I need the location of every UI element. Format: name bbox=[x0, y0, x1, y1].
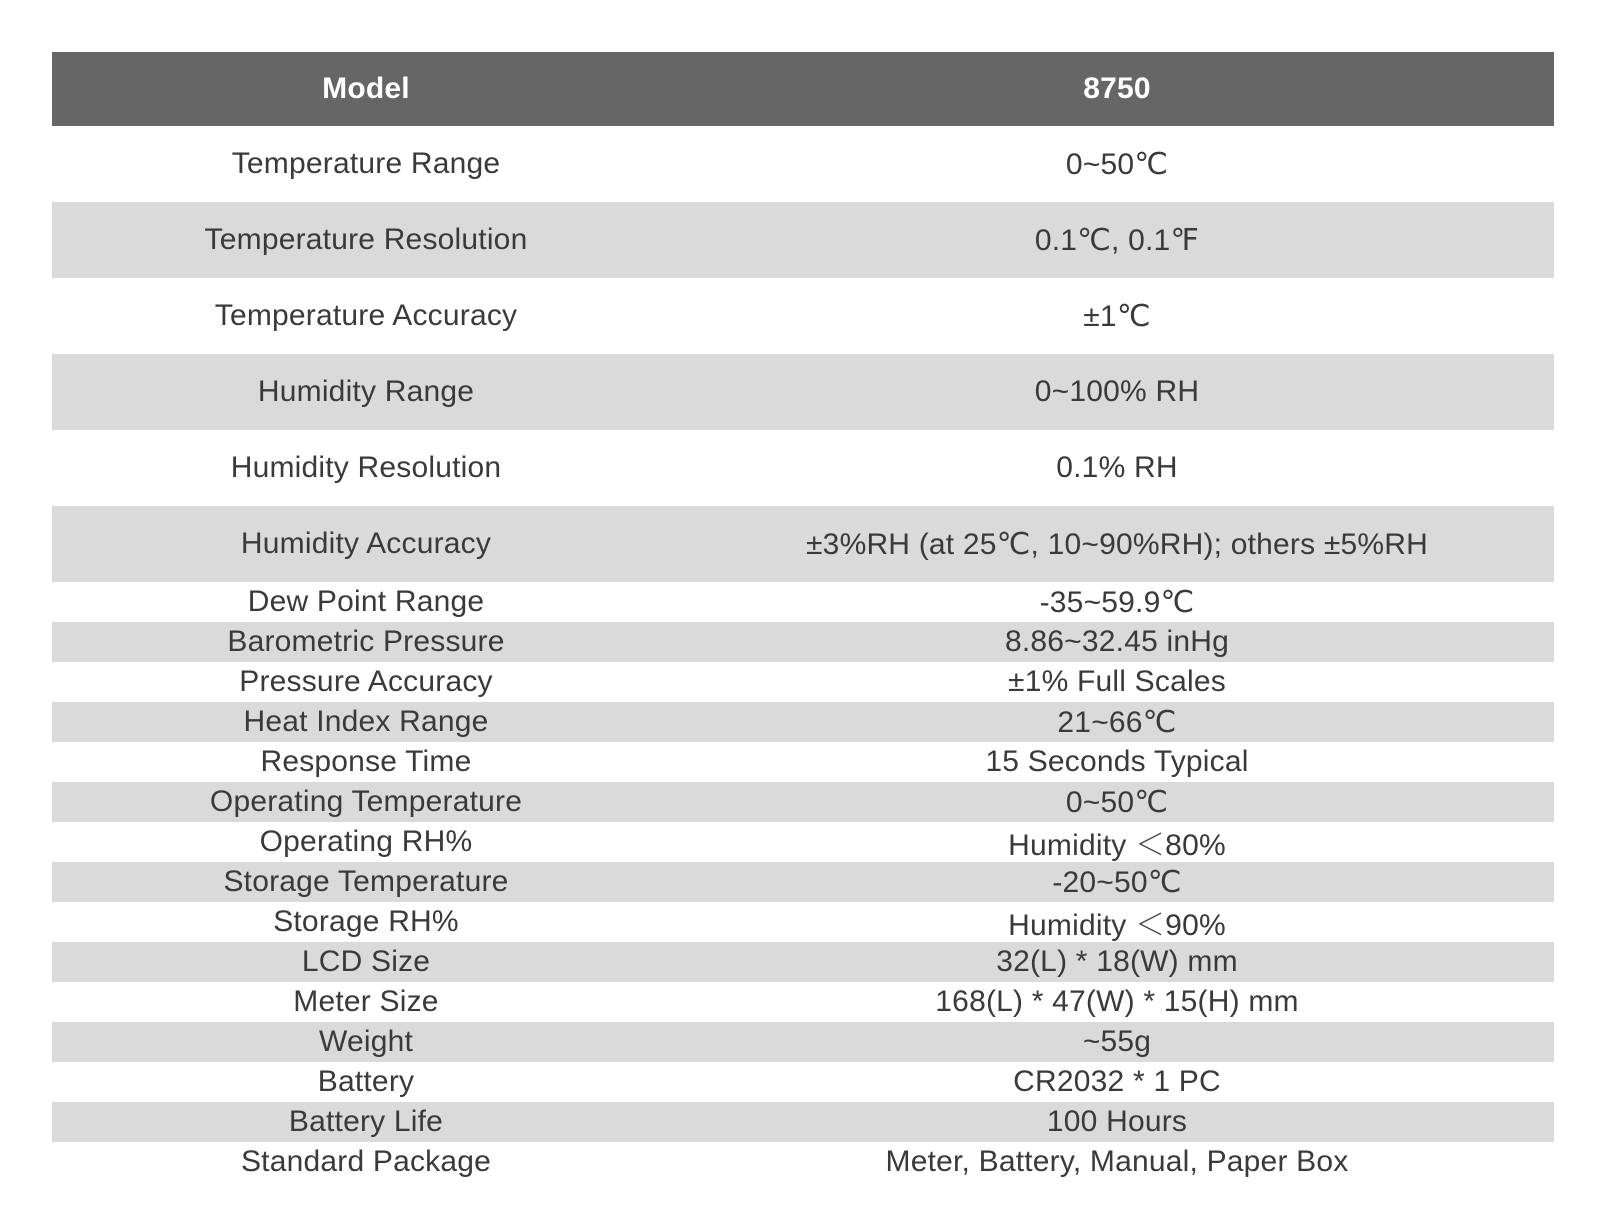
spec-value: 32(L) * 18(W) mm bbox=[996, 945, 1238, 978]
table-row bbox=[52, 278, 1554, 354]
table-row bbox=[52, 622, 1554, 662]
table-row bbox=[52, 1102, 1554, 1142]
spec-name: Response Time bbox=[260, 745, 472, 778]
spec-value: Humidity ＜80% bbox=[1008, 829, 1226, 862]
spec-value: 168(L) * 47(W) * 15(H) mm bbox=[935, 985, 1299, 1018]
spec-name: Pressure Accuracy bbox=[239, 665, 493, 698]
spec-name: Storage Temperature bbox=[223, 865, 509, 898]
spec-name: Battery Life bbox=[288, 1105, 444, 1138]
spec-value: 0.1℃, 0.1℉ bbox=[1034, 223, 1200, 257]
spec-value: 15 Seconds Typical bbox=[985, 745, 1249, 778]
table-row bbox=[52, 662, 1554, 702]
table-row bbox=[52, 982, 1554, 1022]
spec-value: 0.1% RH bbox=[1056, 451, 1178, 484]
table-row bbox=[52, 1022, 1554, 1062]
table-row bbox=[52, 1142, 1554, 1182]
spec-value: Humidity ＜90% bbox=[1008, 909, 1226, 942]
table-row bbox=[52, 902, 1554, 942]
table-row bbox=[52, 1062, 1554, 1102]
spec-name: Standard Package bbox=[240, 1145, 492, 1178]
spec-name: Operating RH% bbox=[259, 825, 473, 858]
spec-name: Temperature Resolution bbox=[204, 223, 528, 256]
table-row bbox=[52, 942, 1554, 982]
spec-name: Humidity Range bbox=[257, 375, 475, 408]
spec-name: Humidity Accuracy bbox=[240, 527, 492, 560]
spec-value: Meter, Battery, Manual, Paper Box bbox=[885, 1145, 1349, 1178]
spec-name: LCD Size bbox=[301, 945, 431, 978]
spec-value: ±1℃ bbox=[1083, 299, 1151, 333]
spec-value: ±1% Full Scales bbox=[1008, 665, 1226, 698]
spec-name: Dew Point Range bbox=[247, 585, 485, 618]
spec-name: Barometric Pressure bbox=[227, 625, 505, 658]
table-row bbox=[52, 126, 1554, 202]
spec-name: Operating Temperature bbox=[209, 785, 523, 818]
table-header-row bbox=[52, 52, 1554, 126]
table-row bbox=[52, 202, 1554, 278]
table-row bbox=[52, 822, 1554, 862]
spec-name: Battery bbox=[317, 1065, 415, 1098]
table-row bbox=[52, 702, 1554, 742]
table-row bbox=[52, 430, 1554, 506]
table-row bbox=[52, 506, 1554, 582]
spec-value: ±3%RH (at 25℃, 10~90%RH); others ±5%RH bbox=[806, 527, 1428, 561]
spec-name: Storage RH% bbox=[273, 905, 459, 938]
spec-value: 100 Hours bbox=[1046, 1105, 1188, 1138]
spec-value: 0~50℃ bbox=[1065, 147, 1169, 181]
spec-name: Temperature Range bbox=[231, 147, 501, 180]
table-row bbox=[52, 354, 1554, 430]
spec-value: 8.86~32.45 inHg bbox=[1004, 625, 1229, 658]
table-row bbox=[52, 582, 1554, 622]
spec-value: 0~100% RH bbox=[1034, 375, 1200, 408]
table-row bbox=[52, 782, 1554, 822]
spec-name: Temperature Accuracy bbox=[214, 299, 518, 332]
table-row bbox=[52, 742, 1554, 782]
spec-value: -20~50℃ bbox=[1052, 865, 1182, 899]
spec-name: Weight bbox=[318, 1025, 414, 1058]
spec-value: CR2032 * 1 PC bbox=[1013, 1065, 1221, 1098]
spec-value: 0~50℃ bbox=[1065, 785, 1169, 819]
header-model-value: 8750 bbox=[1083, 72, 1151, 105]
spec-value: ~55g bbox=[1082, 1025, 1152, 1058]
table-row bbox=[52, 862, 1554, 902]
spec-value: 21~66℃ bbox=[1057, 705, 1177, 739]
spec-table bbox=[52, 52, 1554, 1182]
spec-name: Humidity Resolution bbox=[230, 451, 502, 484]
spec-name: Heat Index Range bbox=[243, 705, 489, 738]
spec-name: Meter Size bbox=[293, 985, 439, 1018]
header-model-label: Model bbox=[322, 72, 410, 105]
spec-value: -35~59.9℃ bbox=[1039, 585, 1195, 619]
